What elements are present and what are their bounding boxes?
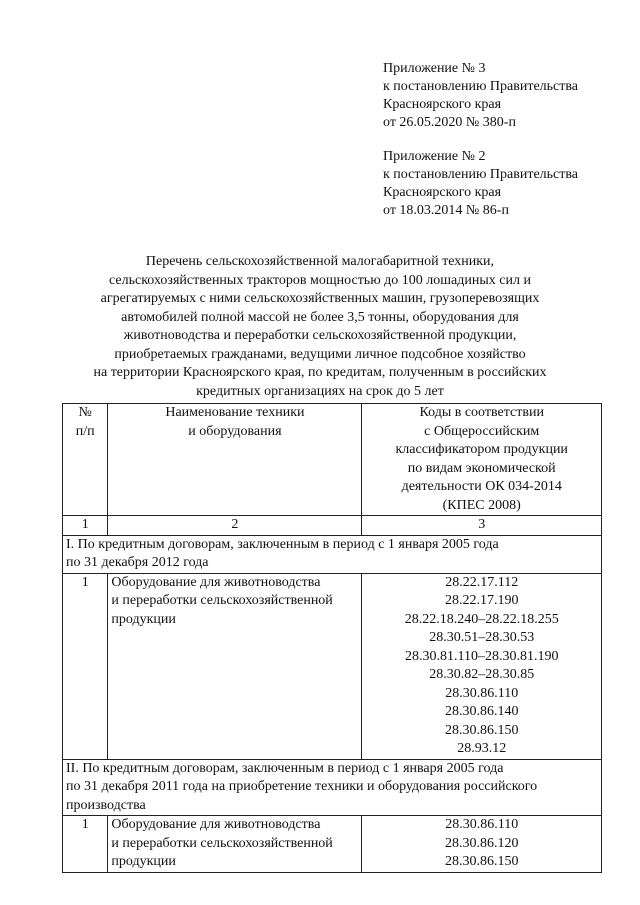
code-value: 28.30.86.120 (444, 835, 519, 851)
header-text: (КПЕС 2008) (442, 497, 521, 513)
section-heading-line: производства (66, 797, 146, 813)
column-number-cell: 1 (63, 516, 108, 536)
title-line: сельскохозяйственных тракторов мощностью до 100 лошадиных сил и (109, 272, 531, 288)
appendix-to-resolution: к постановлению Правительства (383, 79, 579, 94)
code-value: 28.30.86.110 (445, 685, 519, 701)
row-name-line: продукции (111, 611, 176, 627)
header-text: с Общероссийским (424, 423, 540, 439)
code-value: 28.30.86.150 (444, 722, 519, 738)
header-text: и оборудования (188, 423, 282, 439)
header-name-cell (108, 404, 362, 516)
title-line: на территории Красноярского края, по кредитам, полученным в российских (93, 365, 547, 380)
title-line: животноводства и переработки сельскохозяйственной продукции, (123, 328, 517, 343)
header-text: по видам экономической (407, 460, 556, 476)
row-name-line: и переработки сельскохозяйственной (111, 593, 333, 608)
row-name-line: и переработки сельскохозяйственной (111, 835, 333, 851)
appendix-date-number: от 18.03.2014 № 86-п (383, 203, 509, 218)
header-codes-cell (362, 404, 602, 516)
title-line: приобретаемых гражданами, ведущими личное подсобное хозяйство (114, 346, 526, 362)
code-value: 28.30.82–28.30.85 (429, 667, 535, 682)
title-line: Перечень сельскохозяйственной малогабаритной техники, (145, 254, 495, 269)
code-value: 28.22.18.240–28.22.18.255 (404, 611, 559, 627)
table-row (63, 573, 602, 759)
appendix-to-resolution: к постановлению Правительства (383, 167, 579, 182)
appendix-previous-reference (383, 148, 578, 220)
code-value: 28.30.81.110–28.30.81.190 (404, 648, 559, 664)
appendix-region: Красноярского края (383, 185, 502, 200)
code-value: 28.22.17.190 (444, 593, 519, 608)
equipment-table (62, 403, 602, 873)
header-text: № (78, 405, 92, 420)
header-text: деятельности ОК 034-2014 (401, 479, 562, 494)
appendix-number: Приложение № 3 (383, 61, 486, 76)
row-name-line: Оборудование для животноводства (111, 574, 321, 590)
column-number-cell: 2 (108, 516, 362, 536)
title-line: кредитных организациях на срок до 5 лет (196, 383, 444, 399)
code-value: 28.93.12 (457, 741, 507, 756)
header-text: Наименование техники (165, 405, 305, 420)
column-number-row (63, 516, 602, 536)
section-heading-line: по 31 декабря 2011 года на приобретение техники и оборудования российского (66, 779, 538, 794)
row-name-line: Оборудование для животноводства (111, 817, 321, 832)
row-name-cell (108, 573, 362, 759)
row-codes-cell (362, 573, 602, 759)
row-number-cell: 1 (63, 573, 108, 759)
section-heading-line: по 31 декабря 2012 года (66, 555, 209, 570)
table-header-row (63, 404, 602, 516)
title-line: автомобилей полной массой не более 3,5 тонны, оборудования для (121, 309, 519, 325)
row-name-line: продукции (111, 854, 176, 869)
section-heading-cell (63, 535, 602, 573)
row-codes-cell (362, 816, 602, 873)
header-number-cell (63, 404, 108, 516)
code-value: 28.22.17.112 (445, 574, 519, 590)
header-text: классификатором продукции (395, 442, 568, 457)
section-heading-line: II. По кредитным договорам, заключенным в период с 1 января 2005 года (66, 760, 504, 776)
document-title (70, 253, 570, 401)
section-row (63, 535, 602, 573)
appendix-date-number: от 26.05.2020 № 380-п (383, 115, 516, 130)
code-value: 28.30.86.140 (444, 704, 519, 719)
row-number-cell: 1 (63, 816, 108, 873)
code-value: 28.30.51–28.30.53 (429, 630, 535, 645)
title-line: агрегатируемых с ними сельскохозяйственных машин, грузоперевозящих (100, 291, 540, 306)
section-heading-line: I. По кредитным договорам, заключенным в период с 1 января 2005 года (66, 536, 499, 552)
code-value: 28.30.86.110 (445, 817, 519, 832)
header-text: п/п (75, 423, 95, 439)
appendix-number: Приложение № 2 (383, 149, 486, 164)
section-heading-cell (63, 759, 602, 816)
row-name-cell (108, 816, 362, 873)
code-value: 28.30.86.150 (444, 854, 519, 869)
table-row (63, 816, 602, 873)
section-row (63, 759, 602, 816)
appendix-current-reference (383, 60, 578, 132)
header-text: Коды в соответствии (419, 405, 544, 420)
appendix-region: Красноярского края (383, 97, 502, 112)
column-number-cell: 3 (362, 516, 602, 536)
